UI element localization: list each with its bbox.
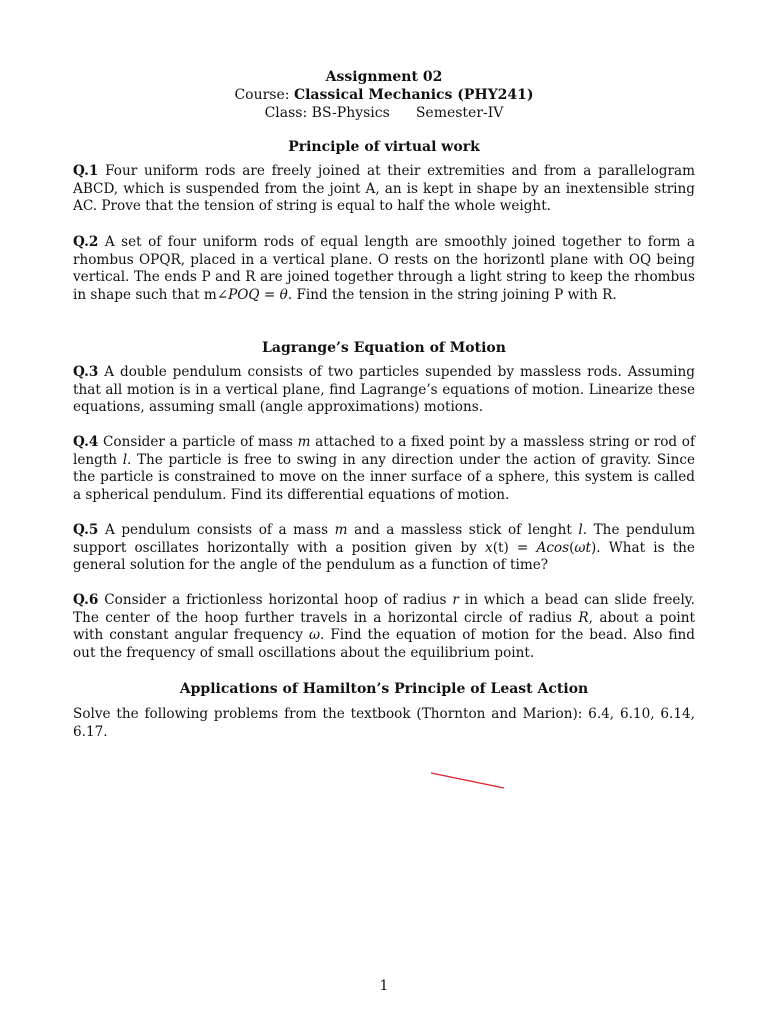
class-text: Class: BS-Physics — [264, 105, 390, 121]
question-number: Q.6 — [73, 592, 99, 608]
semester-text: Semester-IV — [415, 105, 504, 121]
math-omega-t: ωt — [574, 539, 591, 556]
document-header — [0, 68, 768, 122]
question-number: Q.3 — [73, 364, 99, 380]
math-l: l — [578, 522, 583, 538]
section-hamilton: Applications of Hamilton’s Principle of Least Action — [179, 681, 589, 697]
question-2 — [73, 234, 695, 304]
question-6 — [73, 592, 695, 662]
math-l: l — [122, 451, 128, 468]
class-line — [0, 104, 768, 122]
math-m: m — [334, 522, 348, 538]
course-name: Classical Mechanics (PHY241) — [293, 87, 534, 103]
question-text-end: . The particle is free to swing in any direction under the action of gravity. Since the particle is constrained to move on the inner surface of a sphere, this system is called a spherical pendulum. Find its differential equations of motion. — [73, 451, 695, 503]
assignment-title: Assignment 02 — [325, 69, 443, 85]
question-text: Consider a particle of mass — [103, 434, 298, 450]
question-text-end: . Find the equation of motion for the bead. Also find out the frequency of small oscillations about the equilibrium point. — [73, 627, 695, 661]
question-text-end: . What is the general solution for the angle of the pendulum as a function of time? — [73, 539, 695, 574]
question-4 — [73, 434, 695, 504]
math-omega: ω — [308, 627, 321, 644]
question-text-end: . Find the tension in the string joining P with R. — [287, 286, 617, 303]
course-label: Course: — [234, 87, 290, 103]
question-text: Consider a frictionless horizontal hoop of radius — [104, 592, 453, 608]
question-text: in which a bead can slide freely. The center of the hoop further travels in a horizontal circle of radius — [73, 592, 696, 626]
section-virtual-work: Principle of virtual work — [288, 139, 480, 155]
page-number: 1 — [379, 978, 389, 994]
question-text: A pendulum consists of a mass — [104, 522, 335, 538]
math-R: R — [578, 609, 589, 626]
paren-open: ( — [569, 539, 575, 556]
hamilton-instructions: Solve the following problems from the textbook (Thornton and Marion): 6.4, 6.10, 6.14, 6.17. — [73, 706, 695, 740]
question-text: A double pendulum consists of two particles supended by massless rods. Assuming that all motion is in a vertical plane, find Lagrange’s equations of motion. Linearize these equations, assuming small (angle approximations) motions. — [73, 364, 695, 416]
math-acos: Acos — [536, 539, 570, 556]
question-3 — [73, 364, 695, 417]
question-text: Four uniform rods are freely joined at their extremities and from a parallelogram ABCD, which is suspended from the joint A, an is kept in shape by an inextensible string AC. Prove that the tension of string is equal to half the whole weight. — [73, 163, 695, 215]
math-poq: POQ — [228, 286, 260, 303]
question-text: . The pendulum support oscillates horizontally with a position given by — [73, 522, 696, 556]
course-line — [0, 86, 768, 104]
question-5 — [73, 522, 695, 575]
math-paren-t: (t) — [492, 539, 509, 556]
paren-close: ) — [590, 539, 597, 556]
math-r: r — [452, 592, 459, 608]
section-lagrange: Lagrange’s Equation of Motion — [262, 340, 506, 356]
equals-sign: = — [508, 539, 537, 556]
red-pen-mark — [428, 770, 508, 792]
math-x: x — [485, 539, 493, 556]
question-text: A set of four uniform rods of equal length are smoothly joined together to form a rhombus OPQR, placed in a vertical plane. O rests on the horizontl plane with OQ being vertical. The ends P and R are joined together through a light string to keep the rhombus in shape such that m∠ — [73, 234, 695, 303]
question-1 — [73, 163, 695, 216]
question-text: attached to a fixed point by a massless string or rod of length — [73, 434, 695, 468]
question-number: Q.2 — [73, 234, 99, 250]
question-text: , about a point with constant angular frequency — [73, 609, 695, 644]
question-number: Q.4 — [73, 434, 99, 450]
math-m: m — [297, 434, 311, 450]
math-theta: θ — [279, 286, 288, 303]
question-text: and a massless stick of lenght — [347, 522, 579, 538]
red-stroke — [431, 773, 504, 788]
equals-sign: = — [259, 286, 280, 303]
question-number: Q.1 — [73, 163, 99, 179]
question-number: Q.5 — [73, 522, 99, 538]
